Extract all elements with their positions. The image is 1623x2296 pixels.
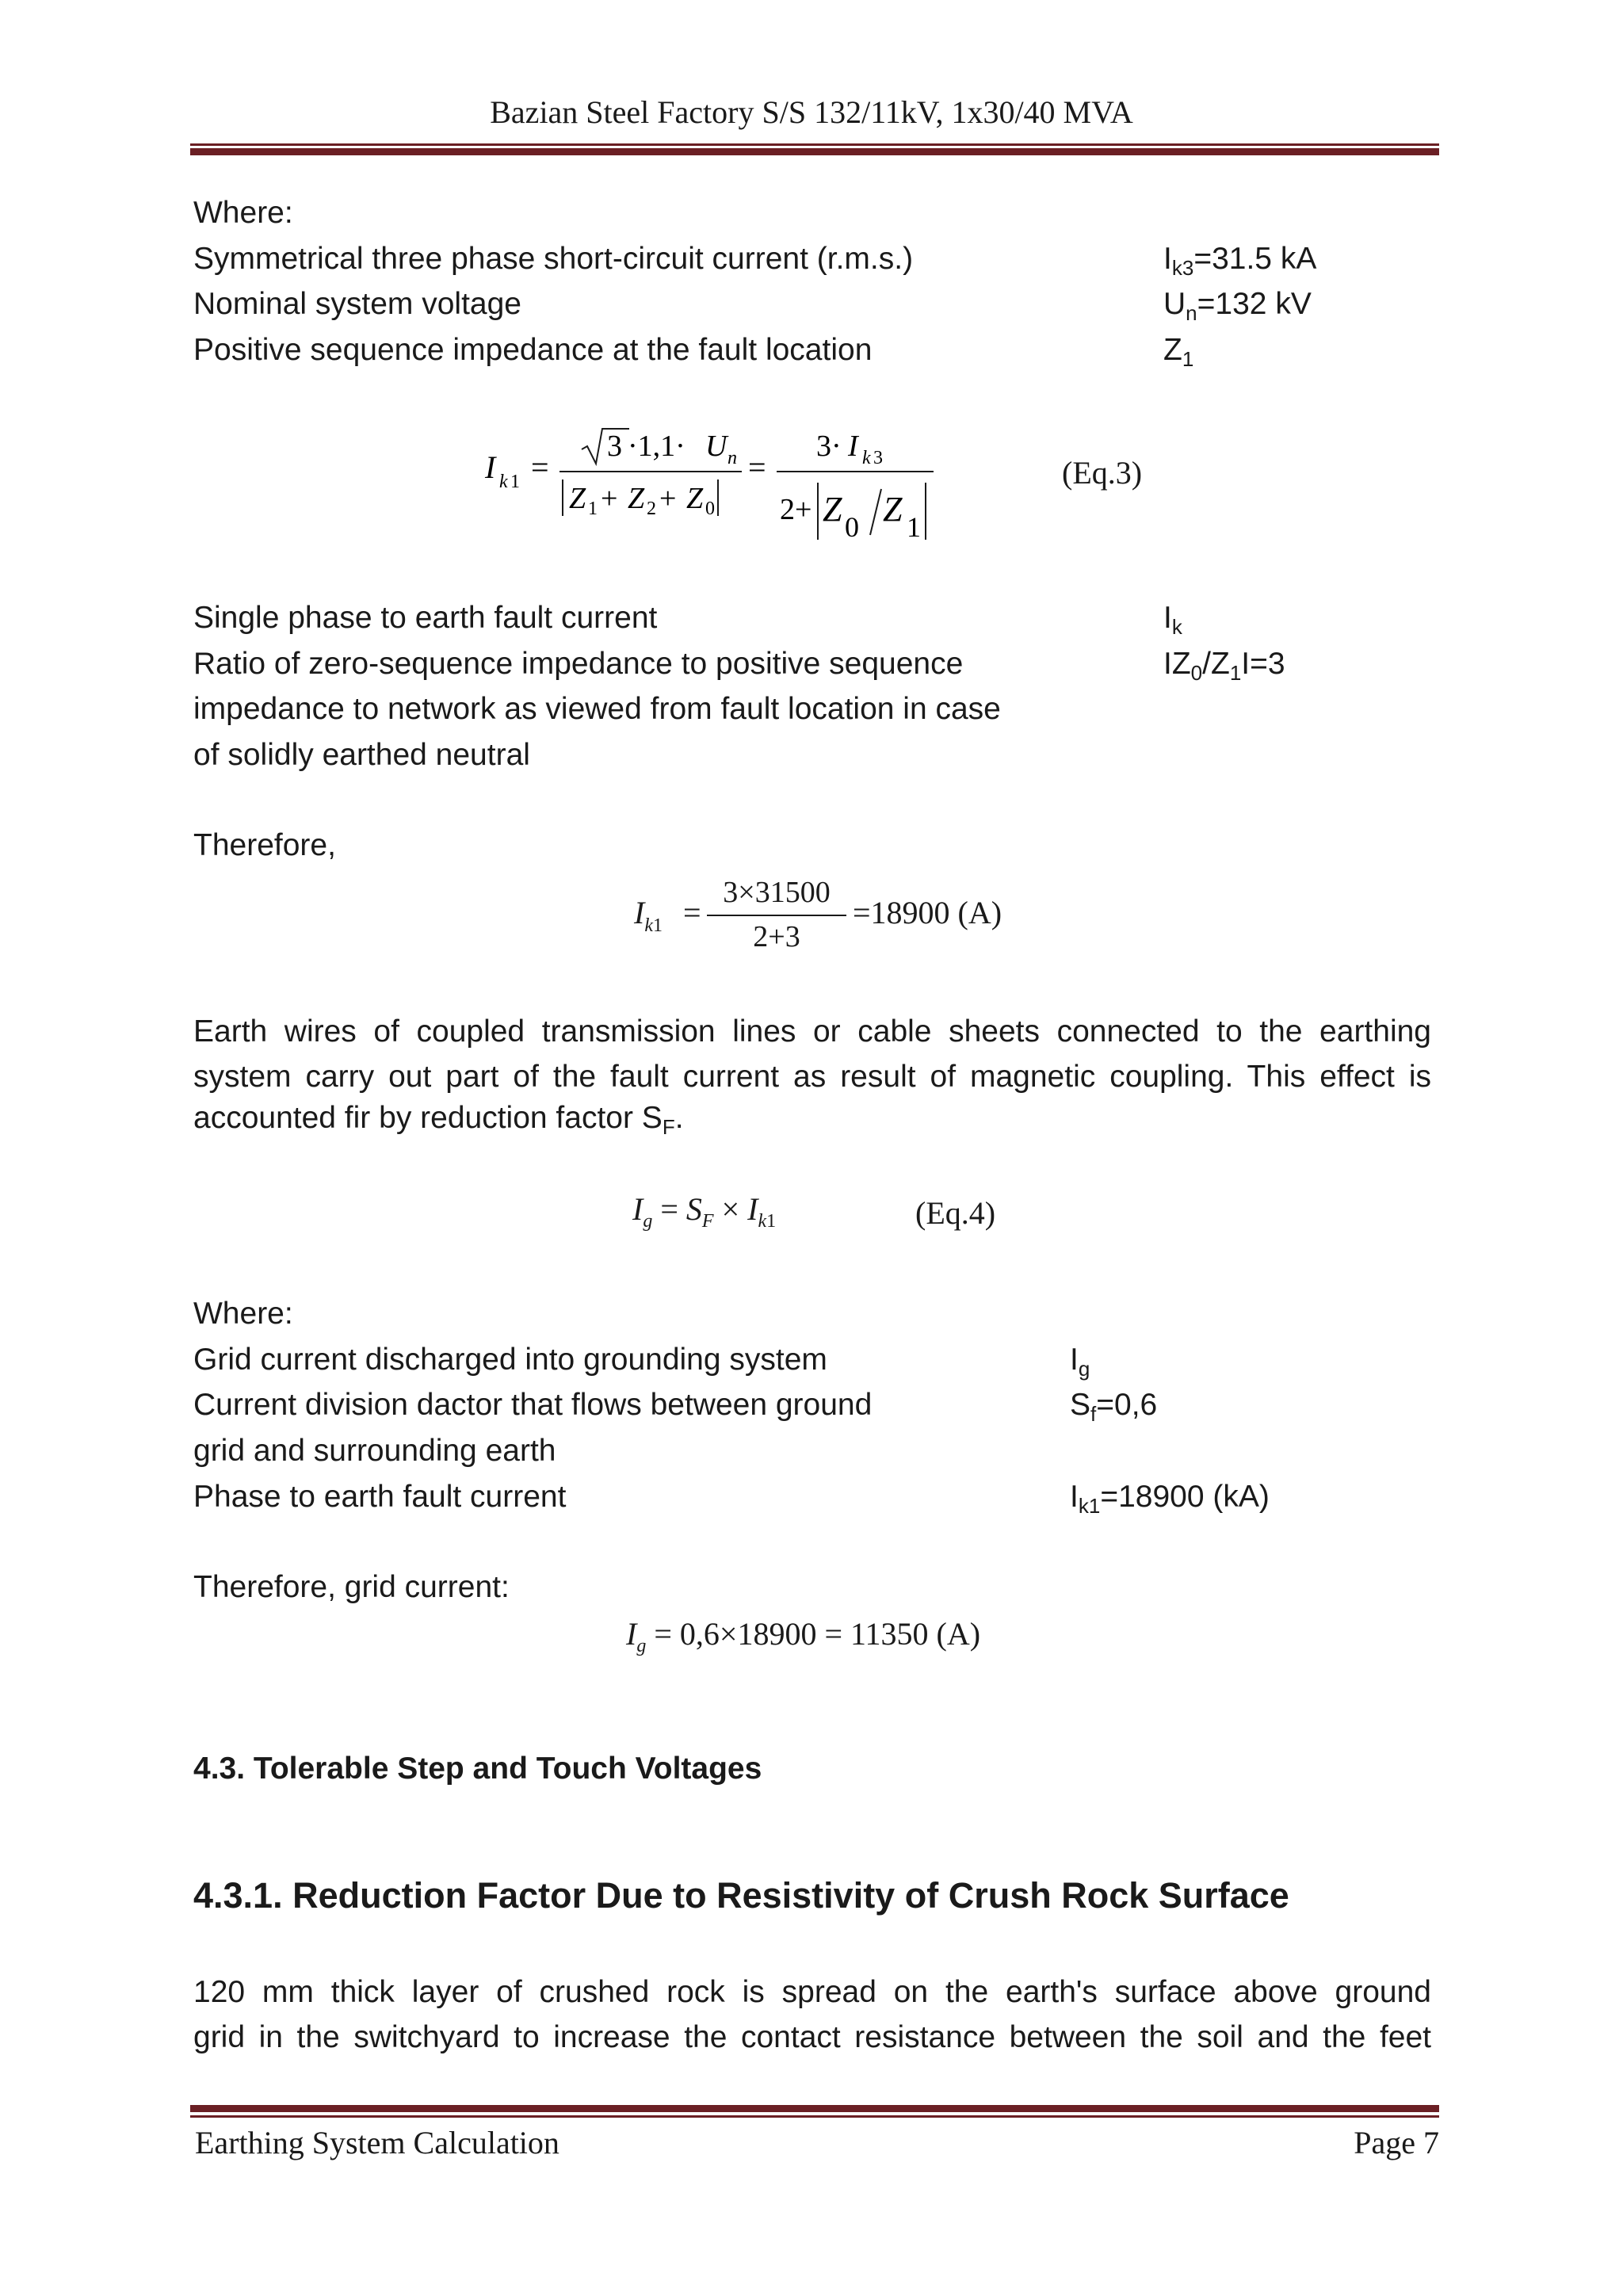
therefore-text-1: Therefore, [193, 828, 336, 862]
svg-text:=: = [748, 449, 766, 485]
svg-text:n: n [727, 448, 737, 468]
svg-text:2+: 2+ [780, 493, 812, 526]
def-desc-ratio-line3: of solidly earthed neutral [193, 738, 530, 772]
def-desc-ratio-line1: Ratio of zero-sequence impedance to positive sequence [193, 647, 964, 681]
footer-rule-thin [190, 2115, 1439, 2118]
body-paragraph-2-line2: grid in the switchyard to increase the contact resistance between the soil and the feet [193, 2020, 1431, 2054]
page-header-title: Bazian Steel Factory S/S 132/11kV, 1x30/40 MVA [490, 94, 1133, 130]
body-paragraph-1-line1: Earth wires of coupled transmission lines or cable sheets connected to the earthing [193, 1014, 1431, 1049]
svg-text:·1,1·: ·1,1· [628, 430, 685, 463]
svg-text:1: 1 [907, 511, 921, 543]
svg-text:U: U [705, 430, 727, 463]
svg-text:I: I [848, 430, 858, 463]
def-value-z1: $Z_1$ [1163, 333, 1194, 371]
def-value-un: $U_n=132$ kV [1163, 287, 1312, 325]
def-desc-ik: Single phase to earth fault current [193, 601, 658, 635]
calc-ik1 [634, 875, 1014, 962]
equation-4-label: (Eq.4) [915, 1195, 996, 1231]
therefore-text-2: Therefore, grid current: [193, 1570, 510, 1604]
svg-text:3: 3 [607, 430, 622, 463]
svg-text:I: I [485, 449, 496, 485]
svg-text:Z: Z [628, 482, 645, 515]
def-desc-ig: Grid current discharged into grounding system [193, 1343, 827, 1377]
def-desc-ik1: Phase to earth fault current [193, 1480, 567, 1514]
def-value-sf: $S_f=0,6$ [1070, 1388, 1158, 1426]
svg-text:Z: Z [883, 490, 903, 529]
calc-ik1-symbol: $I_{k1}$ [634, 895, 663, 936]
def-value-ik1: $I_{k1}=18900$ (kA) [1070, 1480, 1270, 1518]
svg-text:0: 0 [845, 511, 859, 543]
svg-text:Z: Z [823, 490, 842, 529]
svg-text:2: 2 [647, 499, 656, 519]
where-label-2: Where: [193, 1297, 293, 1331]
svg-text:k: k [499, 472, 508, 492]
def-value-ratio: $IZ_0/Z_1I=3$ [1163, 647, 1285, 685]
svg-text:0: 0 [705, 499, 715, 519]
where-label: Where: [193, 196, 293, 230]
svg-text:Z: Z [569, 482, 586, 515]
section-heading-4-3: 4.3. Tolerable Step and Touch Voltages [193, 1752, 762, 1786]
equation-3-label: (Eq.3) [1062, 455, 1143, 491]
calc-ik1-denominator: 2+3 [753, 920, 800, 953]
page-number: Page 7 [1354, 2125, 1439, 2160]
svg-text:1: 1 [588, 499, 598, 519]
calc-ig-expression: = 0,6×18900 = 11350 (A) [654, 1616, 981, 1652]
def-value-ig: $I_g$ [1070, 1343, 1090, 1381]
equation-3-formula [475, 416, 983, 547]
header-rule-thick [190, 148, 1439, 155]
svg-text:1: 1 [510, 472, 520, 492]
svg-text:3: 3 [873, 448, 883, 468]
calc-ik1-result: =18900 (A) [853, 895, 1002, 930]
def-desc-ik3: Symmetrical three phase short-circuit current (r.m.s.) [193, 242, 914, 276]
def-desc-z1: Positive sequence impedance at the fault location [193, 333, 873, 367]
calc-ik1-fraction-bar [707, 915, 846, 916]
footer-title: Earthing System Calculation [195, 2125, 559, 2160]
svg-text:+: + [601, 482, 618, 515]
def-desc-sf-line1: Current division dactor that flows between ground [193, 1388, 873, 1422]
calc-ik1-numerator: 3×31500 [723, 876, 831, 909]
body-paragraph-1-line2: system carry out part of the fault current as result of magnetic coupling. This effect is [193, 1060, 1431, 1094]
def-desc-sf-line2: grid and surrounding earth [193, 1434, 556, 1468]
def-desc-un: Nominal system voltage [193, 287, 521, 321]
def-value-ik: $I_k$ [1163, 601, 1182, 639]
svg-text:+: + [659, 482, 677, 515]
svg-text:k: k [862, 448, 871, 468]
svg-text:3·: 3· [816, 430, 842, 463]
calc-ig: $I_g = 0,6\times 18900 = 11350$ (A) [626, 1616, 981, 1656]
def-value-ik3: $I_{k3}=31.5$ kA [1163, 242, 1317, 280]
header-rule-thin [190, 143, 1439, 146]
section-heading-4-3-1: 4.3.1. Reduction Factor Due to Resistivity of Crush Rock Surface [193, 1875, 1289, 1916]
svg-text:=: = [531, 449, 549, 485]
body-paragraph-2-line1: 120 mm thick layer of crushed rock is spread on the earth's surface above ground [193, 1975, 1431, 2009]
footer-rule-thick [190, 2105, 1439, 2112]
def-desc-ratio-line2: impedance to network as viewed from fault location in case [193, 692, 1001, 726]
equation-4-formula: $I_g = S_F \times I_{k1}$ [632, 1191, 777, 1232]
svg-text:Z: Z [686, 482, 704, 515]
calc-ik1-equals: = [683, 895, 701, 930]
body-paragraph-1-line3: accounted fir by reduction factor $S_F$. [193, 1101, 684, 1139]
